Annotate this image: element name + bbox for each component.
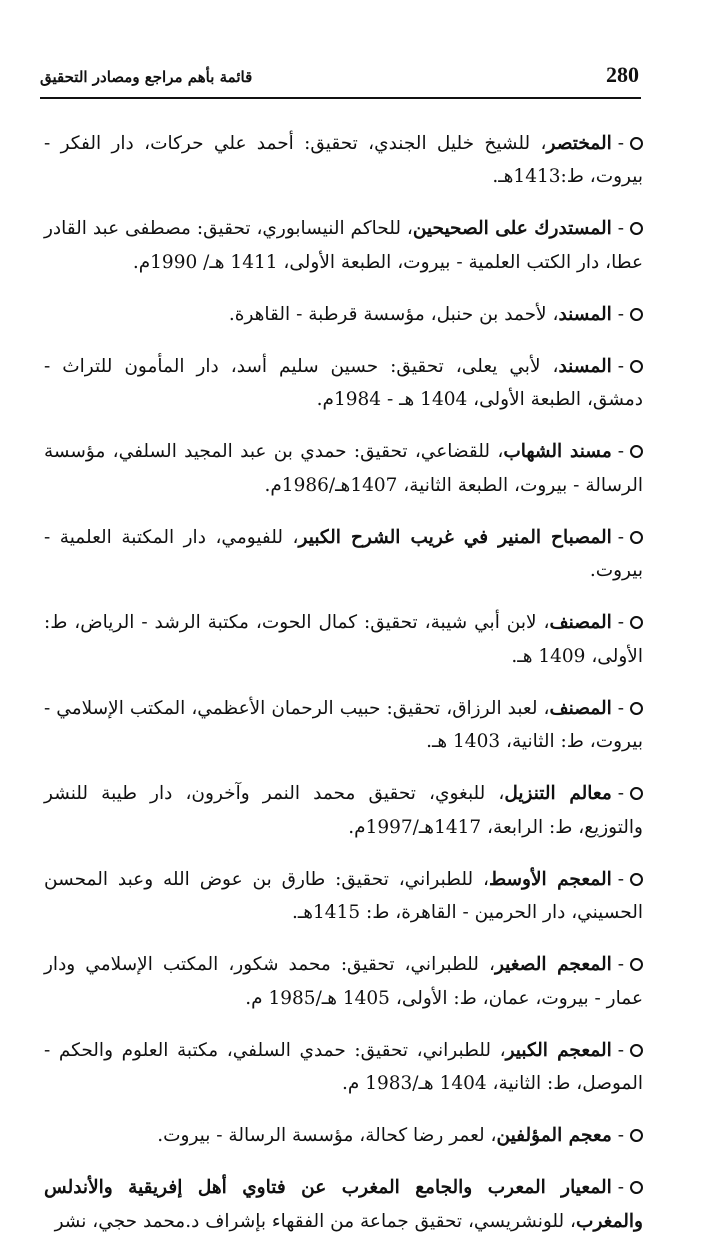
entry-title: المعجم الصغير (494, 954, 612, 975)
entry-details: ، لابن أبي شيبة، تحقيق: كمال الحوت، مكتبة الرشد - الرياض، ط: الأولى، 1409 هـ. (44, 612, 643, 667)
entry-details: ، للفيومي، دار المكتبة العلمية - بيروت. (44, 526, 643, 581)
circle-bullet-icon (630, 958, 643, 971)
circle-bullet-icon (630, 616, 643, 629)
entry-details: ، لأبي يعلى، تحقيق: حسين سليم أسد، دار المأمون للتراث - دمشق، الطبعة الأولى، 1404 هـ - 1984م. (44, 355, 643, 410)
page-header (40, 60, 641, 94)
circle-bullet-icon (630, 222, 643, 235)
entry-details: ، للبغوي، تحقيق محمد النمر وآخرون، دار طيبة للنشر والتوزيع، ط: الرابعة، 1417هـ/1997م. (44, 783, 643, 838)
reference-entry: -مسند الشهاب، للقضاعي، تحقيق: حمدي بن عبد المجيد السلفي، مؤسسة الرسالة - بيروت، الطبعة الثانية، 1407هـ/1986م. (44, 441, 643, 496)
reference-list (44, 108, 643, 1245)
entry-details: ، للونشريسي، تحقيق جماعة من الفقهاء بإشراف د.محمد حجي، نشر (54, 1210, 577, 1232)
entry-details: ، للطبراني، تحقيق: طارق بن عوض الله وعبد المحسن الحسيني، دار الحرمين - القاهرة، ط: 1415هـ. (44, 868, 643, 923)
circle-bullet-icon (630, 1044, 643, 1057)
entry-details: ، للطبراني، تحقيق: محمد شكور، المكتب الإسلامي ودار عمار - بيروت، عمان، ط: الأولى، 1405 هـ/1985 م. (44, 954, 643, 1009)
entry-details: ، لأحمد بن حنبل، مؤسسة قرطبة - القاهرة. (228, 303, 559, 325)
entry-details: ، للطبراني، تحقيق: حمدي السلفي، مكتبة العلوم والحكم - الموصل، ط: الثانية، 1404 هـ/1983 م. (44, 1039, 643, 1094)
reference-entry: -المختصر، للشيخ خليل الجندي، تحقيق: أحمد علي حركات، دار الفكر - بيروت، ط:1413هـ. (44, 132, 643, 187)
header-divider (40, 97, 641, 99)
entry-title: المعجم الكبير (505, 1039, 612, 1061)
reference-entry: -المصنف، لعبد الرزاق، تحقيق: حبيب الرحمان الأعظمي، المكتب الإسلامي - بيروت، ط: الثانية، 1403 هـ. (44, 697, 643, 752)
entry-title: المسند (558, 355, 612, 377)
circle-bullet-icon (630, 702, 643, 715)
entry-title: المعجم الأوسط (488, 868, 612, 890)
entry-title: معجم المؤلفين (496, 1125, 612, 1146)
entry-title: المصباح المنير في غريب الشرح الكبير (298, 526, 612, 548)
entry-title: المصنف (549, 612, 612, 633)
entry-details: ، لعمر رضا كحالة، مؤسسة الرسالة - بيروت. (157, 1125, 497, 1146)
entry-title: مسند الشهاب (503, 441, 612, 462)
circle-bullet-icon (630, 1181, 643, 1194)
entry-title: المستدرك على الصحيحين (412, 218, 612, 239)
circle-bullet-icon (630, 137, 643, 150)
entry-title: المختصر (546, 132, 612, 154)
entry-title: المصنف (549, 697, 612, 719)
reference-entry: -المسند، لأحمد بن حنبل، مؤسسة قرطبة - القاهرة. (44, 298, 643, 332)
entry-title: المعيار المعرب والجامع المغرب عن فتاوي أهل إفريقية والأندلس والمغرب (44, 1177, 643, 1232)
circle-bullet-icon (630, 873, 643, 886)
circle-bullet-icon (630, 308, 643, 321)
reference-entry: -معجم المؤلفين، لعمر رضا كحالة، مؤسسة الرسالة - بيروت. (44, 1119, 643, 1153)
reference-entry: -المعيار المعرب والجامع المغرب عن فتاوي أهل إفريقية والأندلس والمغرب، للونشريسي، تحقيق جماعة من الفقهاء بإشراف د.محمد حجي، نشر (44, 1177, 643, 1232)
circle-bullet-icon (630, 360, 643, 373)
circle-bullet-icon (630, 445, 643, 458)
reference-entry: -المعجم الأوسط، للطبراني، تحقيق: طارق بن عوض الله وعبد المحسن الحسيني، دار الحرمين - القاهرة، ط: 1415هـ. (44, 868, 643, 923)
page-number: 280 (606, 62, 639, 87)
circle-bullet-icon (630, 1129, 643, 1142)
circle-bullet-icon (630, 531, 643, 544)
reference-entry: -المعجم الصغير، للطبراني، تحقيق: محمد شكور، المكتب الإسلامي ودار عمار - بيروت، عمان، ط: الأولى، 1405 هـ/1985 م. (44, 954, 643, 1009)
reference-entry: -المستدرك على الصحيحين، للحاكم النيسابوري، تحقيق: مصطفى عبد القادر عطا، دار الكتب العلمية - بيروت، الطبعة الأولى، 1411 هـ/ 1990م. (44, 218, 643, 273)
entry-title: معالم التنزيل (504, 783, 612, 804)
entry-title: المسند (558, 303, 612, 325)
entry-details: ، للشيخ خليل الجندي، تحقيق: أحمد علي حركات، دار الفكر - بيروت، ط:1413هـ. (44, 132, 643, 187)
reference-entry: -المصنف، لابن أبي شيبة، تحقيق: كمال الحوت، مكتبة الرشد - الرياض، ط: الأولى، 1409 هـ. (44, 612, 643, 667)
reference-entry: -المصباح المنير في غريب الشرح الكبير، للفيومي، دار المكتبة العلمية - بيروت. (44, 526, 643, 581)
entry-details: ، لعبد الرزاق، تحقيق: حبيب الرحمان الأعظمي، المكتب الإسلامي - بيروت، ط: الثانية، 1403 هـ. (44, 697, 643, 752)
entry-details: ، للقضاعي، تحقيق: حمدي بن عبد المجيد السلفي، مؤسسة الرسالة - بيروت، الطبعة الثانية، 1407هـ/1986م. (44, 441, 643, 496)
reference-entry: -معالم التنزيل، للبغوي، تحقيق محمد النمر وآخرون، دار طيبة للنشر والتوزيع، ط: الرابعة، 1417هـ/1997م. (44, 783, 643, 838)
circle-bullet-icon (630, 787, 643, 800)
reference-entry: -المسند، لأبي يعلى، تحقيق: حسين سليم أسد، دار المأمون للتراث - دمشق، الطبعة الأولى، 1404 هـ - 1984م. (44, 355, 643, 410)
reference-entry: -المعجم الكبير، للطبراني، تحقيق: حمدي السلفي، مكتبة العلوم والحكم - الموصل، ط: الثانية، 1404 هـ/1983 م. (44, 1039, 643, 1094)
entry-details: ، للحاكم النيسابوري، تحقيق: مصطفى عبد القادر عطا، دار الكتب العلمية - بيروت، الطبعة الأولى، 1411 هـ/ 1990م. (44, 218, 643, 273)
running-title: قائمة بأهم مراجع ومصادر التحقيق (40, 68, 253, 86)
